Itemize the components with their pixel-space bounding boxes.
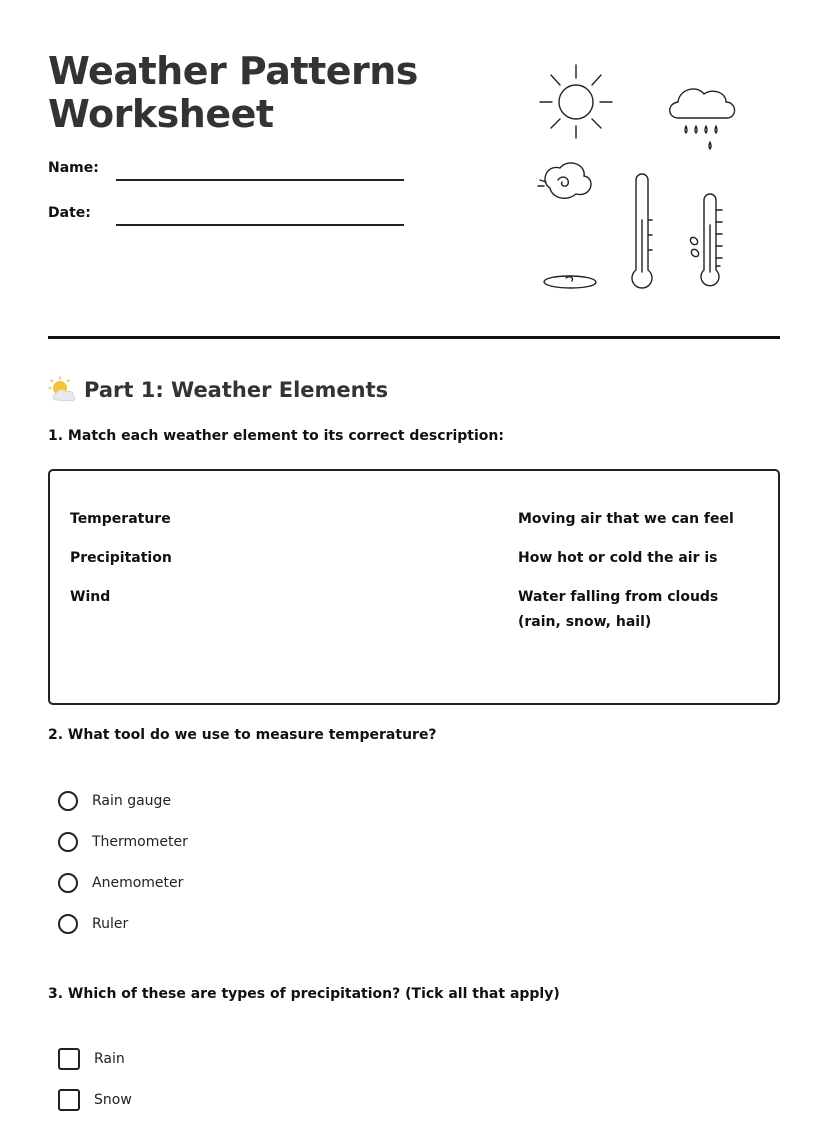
name-field-row	[48, 160, 408, 184]
name-input-line[interactable]	[116, 179, 404, 181]
sun-icon	[540, 65, 612, 138]
option-label: Rain	[94, 1051, 125, 1067]
option-label: Anemometer	[92, 875, 184, 891]
radio-button[interactable]	[58, 914, 78, 934]
radio-option[interactable]	[58, 830, 188, 854]
question-3: 3. Which of these are types of precipitation? (Tick all that apply)	[48, 986, 560, 1002]
match-description[interactable]: Water falling from clouds (rain, snow, hail)	[518, 589, 719, 630]
sun-behind-cloud-icon	[48, 376, 76, 404]
radio-button[interactable]	[58, 791, 78, 811]
date-label: Date:	[48, 205, 91, 221]
thermometer-scale-icon	[701, 194, 722, 286]
section-title: Part 1: Weather Elements	[84, 378, 389, 402]
match-description[interactable]: Moving air that we can feel	[518, 511, 734, 527]
date-input-line[interactable]	[116, 224, 404, 226]
checkbox[interactable]	[58, 1048, 80, 1070]
question-1: 1. Match each weather element to its correct description:	[48, 428, 504, 444]
part1-heading	[48, 374, 388, 406]
puddle-icon	[544, 276, 596, 288]
thermometer-icon	[632, 174, 652, 288]
option-label: Snow	[94, 1092, 132, 1108]
matching-box	[48, 469, 780, 705]
worksheet-page	[48, 0, 780, 1118]
radio-button[interactable]	[58, 832, 78, 852]
name-label: Name:	[48, 160, 99, 176]
radio-option[interactable]	[58, 912, 188, 936]
match-term[interactable]: Precipitation	[70, 550, 172, 566]
radio-option[interactable]	[58, 789, 188, 813]
match-terms	[70, 507, 370, 624]
page-title: Weather Patterns Worksheet	[48, 49, 418, 136]
rain-cloud-icon	[670, 89, 735, 149]
wind-icon	[538, 163, 591, 198]
option-label: Thermometer	[92, 834, 188, 850]
question-3-options	[58, 1047, 132, 1129]
radio-button[interactable]	[58, 873, 78, 893]
checkbox[interactable]	[58, 1089, 80, 1111]
option-label: Ruler	[92, 916, 129, 932]
checkbox-option[interactable]	[58, 1088, 132, 1112]
leaves-icon	[690, 237, 698, 256]
weather-illustration	[536, 60, 756, 300]
match-descriptions	[518, 507, 758, 649]
option-label: Rain gauge	[92, 793, 172, 809]
date-field-row	[48, 205, 408, 229]
match-description[interactable]: How hot or cold the air is	[518, 550, 718, 566]
question-2: 2. What tool do we use to measure temperature?	[48, 727, 437, 743]
checkbox-option[interactable]	[58, 1047, 132, 1071]
radio-option[interactable]	[58, 871, 188, 895]
header-divider	[48, 336, 780, 339]
question-2-options	[58, 789, 188, 953]
match-term[interactable]: Temperature	[70, 511, 171, 527]
match-term[interactable]: Wind	[70, 589, 111, 605]
